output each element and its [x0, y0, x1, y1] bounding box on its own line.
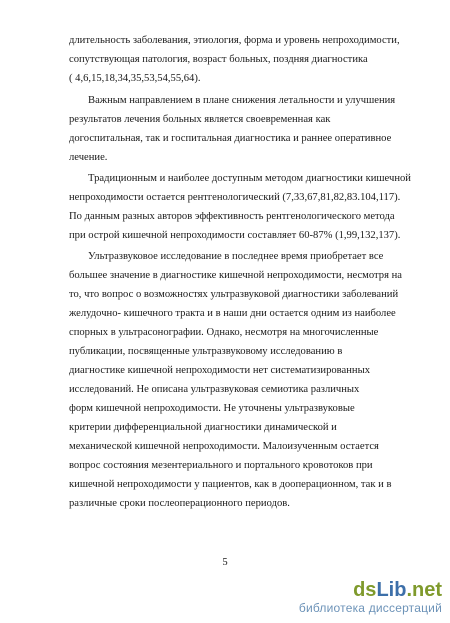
text-line: Традиционным и наиболее доступным методом диагностики кишечной [88, 173, 411, 184]
text-line: догоспитальная, так и госпитальная диагностика и раннее оперативное [69, 133, 392, 144]
text-line: сопутствующая патология, возраст больных, поздняя диагностика [69, 54, 368, 65]
watermark-brand-net: .net [406, 579, 442, 601]
watermark-logo [299, 579, 442, 601]
text-line: Ультразвуковое исследование в последнее время приобретает все [88, 251, 384, 262]
text-line: кишечной непроходимости у пациентов, как в дооперационном, так и в [69, 479, 392, 490]
text-line: различные сроки послеоперационного периодов. [69, 498, 290, 509]
text-line: длительность заболевания, этиология, форма и уровень непроходимости, [69, 35, 400, 46]
text-line: непроходимости остается рентгенологический (7,33,67,81,82,83.104,117). [69, 192, 401, 203]
text-line: вопрос состояния мезентериального и портального кровотоков при [69, 460, 373, 471]
watermark-tagline: библиотека диссертаций [298, 601, 442, 615]
page-number: 5 [222, 557, 228, 568]
watermark [299, 579, 442, 615]
text-line: диагностике кишечной непроходимости нет систематизированных [69, 365, 371, 376]
text-line: Важным направлением в плане снижения летальности и улучшения [88, 95, 396, 106]
text-line: критерии дифференциальной диагностики динамической и [69, 422, 337, 433]
text-line: спорных в ультрасонографии. Однако, несмотря на многочисленные [69, 327, 379, 338]
text-line: желудочно- кишечного тракта и в наши дни остается одним из наиболее [69, 308, 396, 319]
text-line: лечение. [69, 152, 108, 163]
text-line: форм кишечной непроходимости. Не уточнены ультразвуковые [69, 403, 355, 414]
text-line: большее значение в диагностике кишечной непроходимости, несмотря на [69, 270, 402, 281]
text-line: По данным разных авторов эффективность рентгенологического метода [69, 211, 395, 222]
text-line: механической кишечной непроходимости. Малоизученным остается [69, 441, 379, 452]
watermark-brand-lib: Lib [376, 579, 407, 601]
text-line: результатов лечения больных является своевременная как [69, 114, 331, 125]
text-line: публикации, посвященные ультразвуковому исследованию в [69, 346, 343, 357]
text-line: при острой кишечной непроходимости составляет 60-87% (1,99,132,137). [69, 230, 401, 241]
text-line: ( 4,6,15,18,34,35,53,54,55,64). [69, 73, 201, 84]
text-line: исследований. Не описана ультразвуковая семиотика различных [69, 384, 360, 395]
text-line: то, что вопрос о возможностях ультразвуковой диагностики заболеваний [69, 289, 399, 300]
watermark-brand-ds: ds [353, 579, 377, 601]
